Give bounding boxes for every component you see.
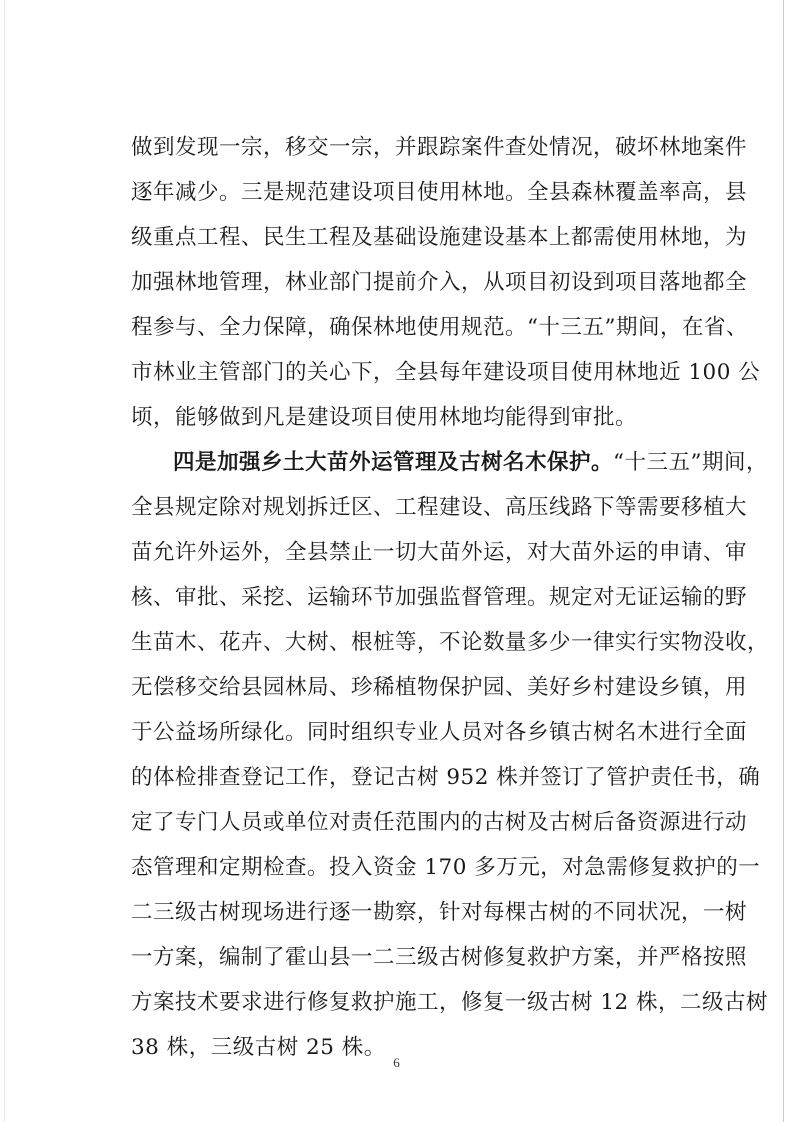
text-line: 苗允许外运外，全县禁止一切大苗外运，对大苗外运的申请、审 <box>131 540 748 565</box>
text-line: 生苗木、花卉、大树、根桩等，不论数量多少一律实行实物没收， <box>131 630 770 655</box>
text-line: 全县规定除对规划拆迁区、工程建设、高压线路下等需要移植大 <box>131 495 748 520</box>
text-line: 二三级古树现场进行逐一勘察，针对每棵古树的不同状况，一树 <box>131 900 748 925</box>
text-line: 市林业主管部门的关心下，全县每年建设项目使用林地近 100 公 <box>131 360 761 385</box>
text-line: 的体检排查登记工作，登记古树 952 株并签订了管护责任书，确 <box>131 765 761 790</box>
paragraph-4-lead-text: “十三五”期间， <box>613 450 768 475</box>
scan-edge-right <box>783 0 784 1122</box>
text-line: 逐年减少。三是规范建设项目使用林地。全县森林覆盖率高，县 <box>131 180 748 205</box>
text-line: 做到发现一宗，移交一宗，并跟踪案件查处情况，破坏林地案件 <box>131 135 748 160</box>
text-line: 态管理和定期检查。投入资金 170 多万元，对急需修复救护的一 <box>131 855 761 880</box>
text-line: 程参与、全力保障，确保林地使用规范。“十三五”期间，在省、 <box>131 315 748 340</box>
text-line: 一方案，编制了霍山县一二三级古树修复救护方案，并严格按照 <box>131 945 748 970</box>
text-line: 无偿移交给县园林局、珍稀植物保护园、美好乡村建设乡镇，用 <box>131 675 748 700</box>
text-line: 定了专门人员或单位对责任范围内的古树及古树后备资源进行动 <box>131 810 748 835</box>
text-line: 方案技术要求进行修复救护施工，修复一级古树 12 株，二级古树 <box>131 990 769 1015</box>
text-line: 加强林地管理，林业部门提前介入，从项目初设到项目落地都全 <box>131 270 748 295</box>
text-line: 顷，能够做到凡是建设项目使用林地均能得到审批。 <box>131 405 638 430</box>
text-line: 于公益场所绿化。同时组织专业人员对各乡镇古树名木进行全面 <box>131 720 748 745</box>
text-line: 核、审批、采挖、运输环节加强监督管理。规定对无证运输的野 <box>131 585 748 610</box>
paragraph-4-heading: 四是加强乡土大苗外运管理及古树名木保护。 <box>173 450 614 475</box>
scan-edge-left <box>4 0 5 1122</box>
text-line: 38 株，三级古树 25 株。 <box>131 1035 386 1060</box>
paragraph-4-first-line <box>173 448 768 478</box>
page-number: 6 <box>393 1055 400 1070</box>
text-line: 级重点工程、民生工程及基础设施建设基本上都需使用林地，为 <box>131 225 748 250</box>
